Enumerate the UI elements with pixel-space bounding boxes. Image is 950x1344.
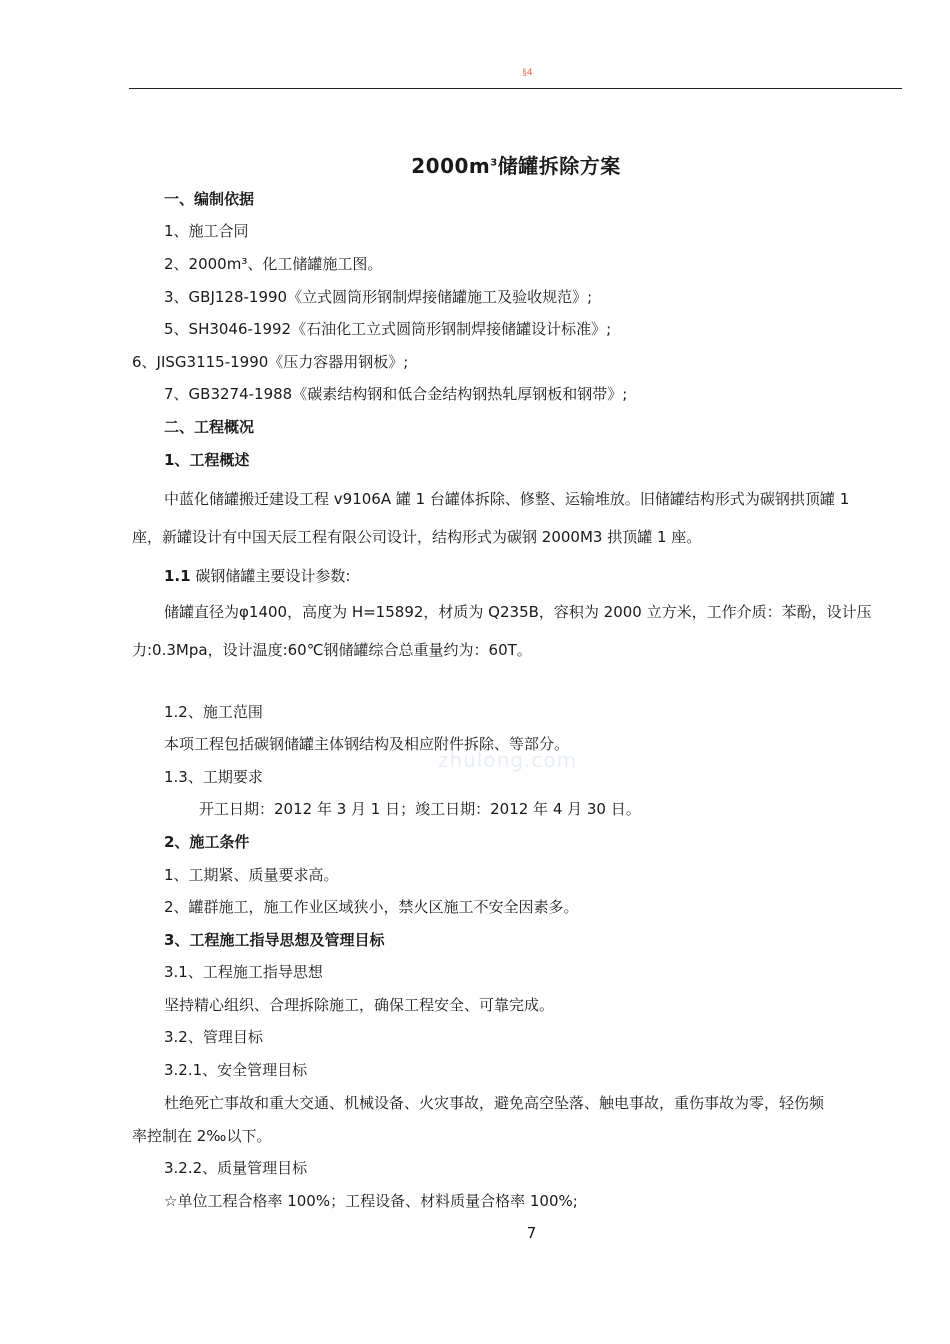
header-rule bbox=[129, 88, 902, 89]
subsection-title: 1.3、工期要求 bbox=[164, 768, 263, 786]
paragraph-line: 储罐直径为φ1400，高度为 H=15892，材质为 Q235B，容积为 2000 立方米，工作介质：苯酚，设计压 bbox=[164, 603, 872, 621]
page-number: 7 bbox=[526, 1224, 537, 1242]
subsection-title: 3.2.1、安全管理目标 bbox=[164, 1061, 308, 1079]
section-heading: 二、工程概况 bbox=[164, 418, 255, 436]
paragraph-line: 开工日期：2012 年 3 月 1 日；竣工日期：2012 年 4 月 30 日。 bbox=[199, 800, 641, 818]
params-number: 1.1 bbox=[164, 567, 191, 585]
subsection-title: 3.1、工程施工指导思想 bbox=[164, 963, 323, 981]
basis-item: 7、GB3274-1988《碳素结构钢和低合金结构钢热轧厚钢板和钢带》; bbox=[164, 385, 628, 403]
subsection-heading: 2、施工条件 bbox=[164, 833, 250, 851]
subsection-title: 1.2、施工范围 bbox=[164, 703, 263, 721]
paragraph-line: 本项工程包括碳钢储罐主体钢结构及相应附件拆除、等部分。 bbox=[164, 735, 570, 753]
subsection-title: 3.2.2、质量管理目标 bbox=[164, 1159, 308, 1177]
section-heading: 一、编制依据 bbox=[164, 190, 255, 208]
paragraph-line: 中蓝化储罐搬迁建设工程 v9106A 罐 1 台罐体拆除、修整、运输堆放。旧储罐结构形式为碳钢拱顶罐 1 bbox=[164, 490, 850, 508]
subsection-title: 3.2、管理目标 bbox=[164, 1028, 263, 1046]
paragraph-line: 杜绝死亡事故和重大交通、机械设备、火灾事故，避免高空坠落、触电事故，重伤事故为零，轻伤频 bbox=[164, 1094, 825, 1112]
params-heading bbox=[164, 566, 350, 586]
paragraph-line: ☆单位工程合格率 100%；工程设备、材料质量合格率 100%; bbox=[164, 1192, 578, 1210]
title-rest: 储罐拆除方案 bbox=[497, 154, 621, 178]
basis-item: 3、GBJ128-1990《立式圆筒形钢制焊接储罐施工及验收规范》; bbox=[164, 288, 593, 306]
basis-item: 5、SH3046-1992《石油化工立式圆筒形钢制焊接储罐设计标准》; bbox=[164, 320, 612, 338]
paragraph-line: 力:0.3Mpa，设计温度:60℃钢储罐综合总重量约为：60T。 bbox=[132, 641, 532, 659]
watermark: zhulong.com bbox=[438, 748, 578, 772]
title-sup: 3 bbox=[490, 157, 498, 169]
paragraph-line: 坚持精心组织、合理拆除施工，确保工程安全、可靠完成。 bbox=[164, 996, 555, 1014]
basis-item: 6、JISG3115-1990《压力容器用钢板》; bbox=[132, 353, 409, 371]
document-title bbox=[0, 150, 950, 179]
paragraph-line: 率控制在 2‰以下。 bbox=[132, 1127, 272, 1145]
paragraph-line: 座，新罐设计有中国天辰工程有限公司设计，结构形式为碳钢 2000M3 拱顶罐 1 座。 bbox=[132, 528, 702, 546]
condition-item: 2、罐群施工，施工作业区域狭小，禁火区施工不安全因素多。 bbox=[164, 898, 579, 916]
header-mark: §4 bbox=[522, 68, 533, 78]
basis-item: 1、施工合同 bbox=[164, 222, 249, 240]
condition-item: 1、工期紧、质量要求高。 bbox=[164, 866, 339, 884]
basis-item: 2、2000m³、化工储罐施工图。 bbox=[164, 255, 383, 273]
params-label: 碳钢储罐主要设计参数: bbox=[190, 567, 351, 585]
title-main: 2000m bbox=[411, 154, 491, 178]
subsection-heading: 1、工程概述 bbox=[164, 451, 250, 469]
subsection-heading: 3、工程施工指导思想及管理目标 bbox=[164, 931, 385, 949]
